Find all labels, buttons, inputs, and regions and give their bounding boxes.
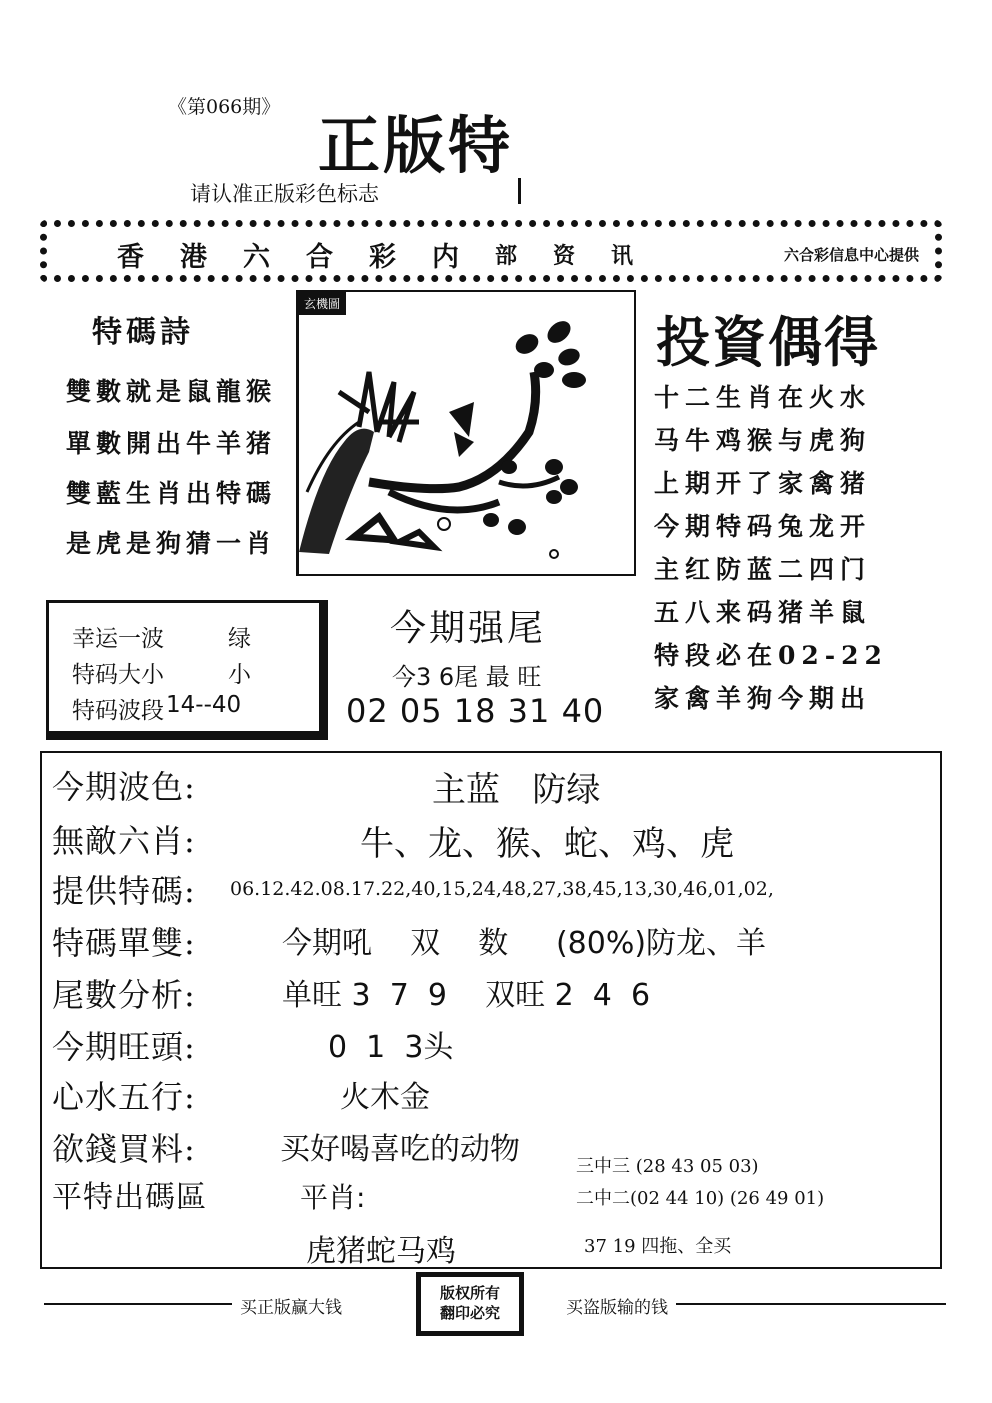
strong-tail-numbers: 02 05 18 31 40 [346,692,605,730]
copyright-line: 翻印必究 [439,1304,500,1322]
footer-right-slogan: 买盗版输的钱 [566,1298,668,1318]
poem-right-line: 马牛鸡猴与虎狗 [654,426,872,455]
poem-right-line: 十二生肖在火水 [654,383,872,412]
banner-credit: 六合彩信息中心提供 [783,246,919,264]
info-label: 平特出碼區 [52,1180,207,1215]
info-value: 0 1 3头 [328,1030,454,1065]
divider [518,178,521,204]
info-label: 尾數分析: [52,976,196,1014]
poem-title: 特碼詩 [92,315,194,350]
footer-left-slogan: 买正版赢大钱 [240,1298,342,1318]
combo-three: 三中三 (28 43 05 03) [576,1156,759,1177]
footer-rule [44,1303,232,1305]
page-title: 正版特 [318,109,514,182]
plant-illustration [299,292,634,574]
picture-tag: 玄機圖 [298,292,346,315]
copyright-line: 版权所有 [439,1284,500,1302]
special-numbers: 06.12.42.08.17.22,40,15,24,48,27,38,45,13,30,46,01,02, [230,878,774,900]
info-label: 無敵六肖: [52,822,196,860]
banner-char: 香 [117,242,144,273]
poem-right-line: 今期特码兔龙开 [654,512,872,541]
poem-line: 是虎是狗猜一肖 [66,529,277,558]
poem-right-title: 投資偶得 [656,311,880,374]
banner [40,220,942,282]
ping-animals: 虎猪蛇马鸡 [306,1234,456,1269]
lucky-wave-value: 绿 [228,626,251,652]
lucky-size-value: 小 [228,662,251,688]
lucky-range-value: 14--40 [166,692,242,718]
info-label: 心水五行: [52,1078,196,1116]
info-label: 今期旺頭: [52,1028,196,1066]
footer-rule [676,1303,946,1305]
info-label: 今期波色: [52,768,196,806]
info-label: 特碼單雙: [52,924,196,962]
info-value: 主蓝 防绿 [432,770,601,810]
poem-right-line: 上期开了家禽猪 [654,469,872,498]
banner-char: 六 [243,242,270,273]
poem-line: 單數開出牛羊猪 [66,429,277,458]
banner-char: 港 [180,242,207,273]
riddle-picture [296,290,636,576]
combo-two: 二中二(02 44 10) (26 49 01) [576,1188,825,1209]
lucky-size-label: 特码大小 [72,662,164,688]
strong-tail-title: 今期强尾 [390,608,547,649]
copyright-box [416,1272,524,1336]
poem-right-line: 五八来码猪羊鼠 [654,598,872,627]
info-label: 提供特碼: [52,872,196,910]
info-value: 今期吼 双 数 (80%)防龙、羊 [282,926,767,961]
banner-char: 彩 [369,242,396,273]
poem-right-line: 主红防蓝二四门 [654,555,872,584]
info-label: 欲錢買料: [52,1130,196,1168]
banner-char: 讯 [611,243,634,269]
info-value: 买好喝喜吃的动物 [280,1132,520,1167]
combo-drag: 37 19 四拖、全买 [584,1236,732,1257]
verify-notice: 请认准正版彩色标志 [190,182,379,206]
info-value: 单旺 3 7 9 双旺 2 4 6 [282,978,651,1013]
info-value: 平肖: [300,1181,366,1214]
poem-line: 雙數就是鼠龍猴 [66,377,277,406]
poem-right-line: 家禽羊狗今期出 [654,684,872,713]
banner-char: 合 [306,242,333,273]
poem-right-line: 特段必在02-22 [654,641,888,670]
poem-line: 雙藍生肖出特碼 [66,479,277,508]
banner-text [47,235,935,274]
strong-tail-sub: 今3 6尾 最 旺 [392,663,542,691]
info-value: 牛、龙、猴、蛇、鸡、虎 [360,824,734,864]
banner-char: 资 [553,243,576,269]
banner-char: 内 [432,242,459,273]
info-value: 火木金 [340,1080,430,1115]
lucky-wave-label: 幸运一波 [72,626,164,652]
lucky-range-label: 特码波段 [72,698,164,724]
issue-number: 《第066期》 [168,96,281,118]
banner-char: 部 [495,243,518,269]
